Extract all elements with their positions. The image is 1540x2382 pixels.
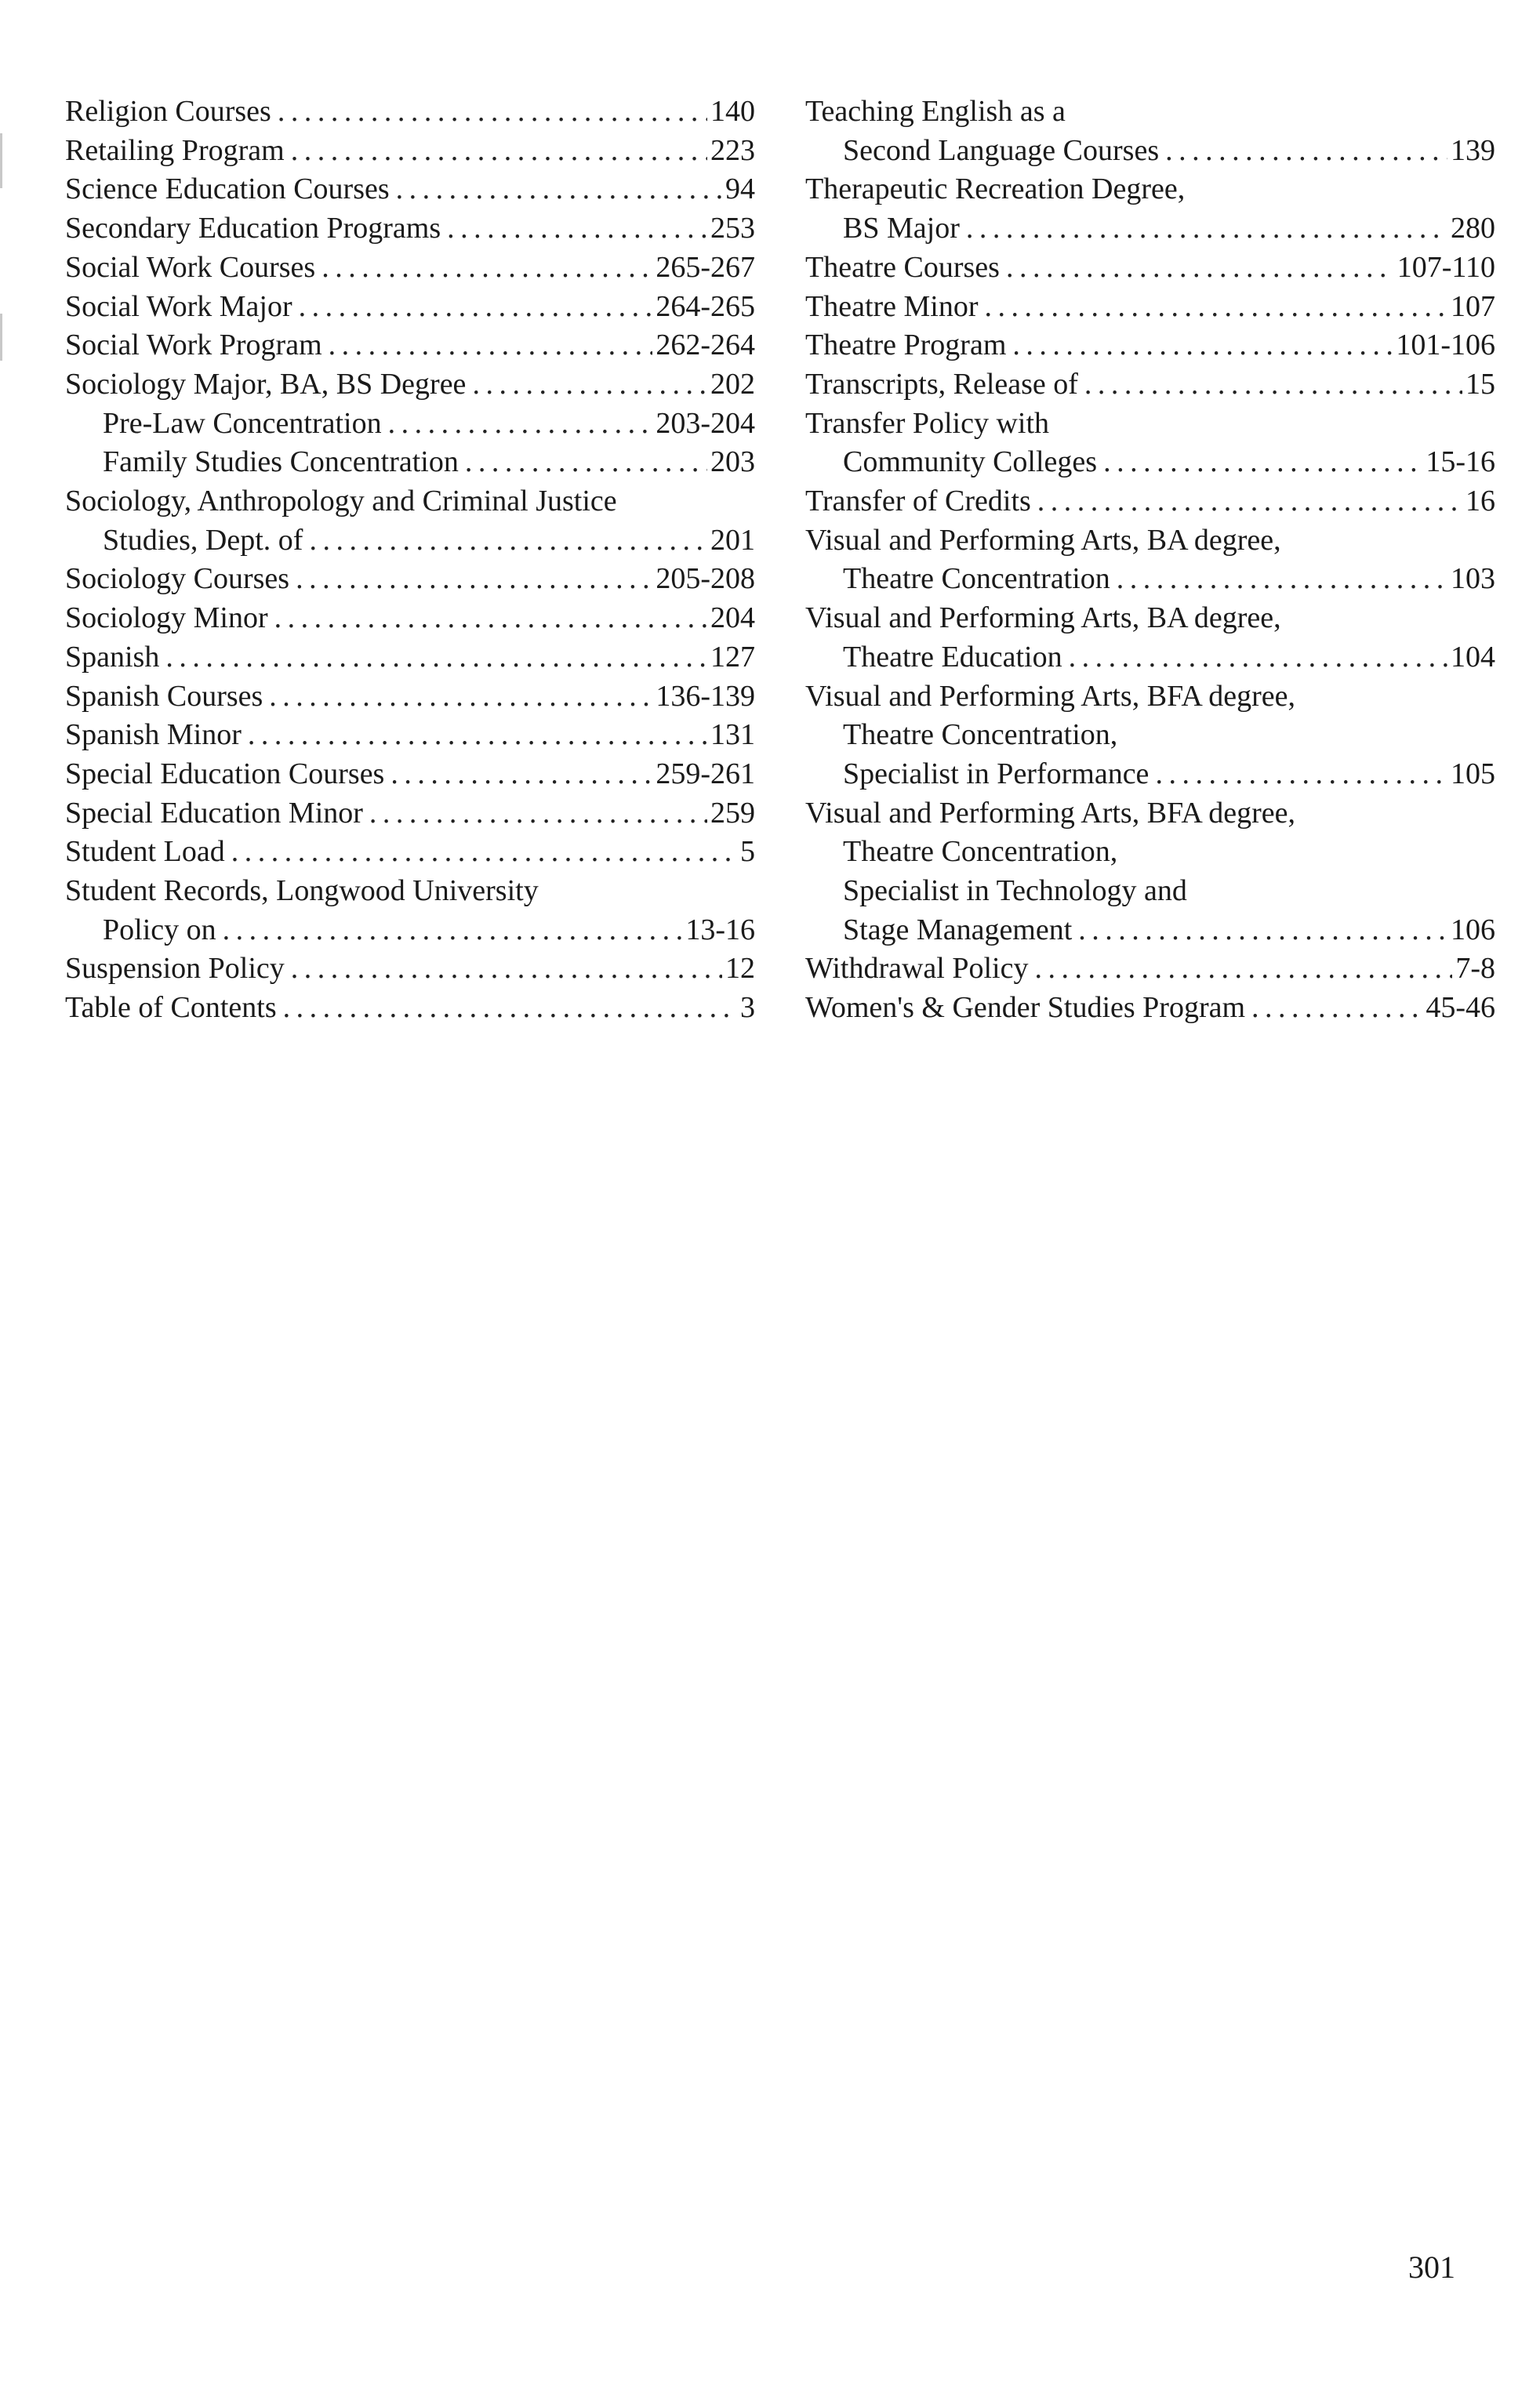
index-entry-pages: 203 bbox=[710, 445, 755, 479]
index-entry-pages: 264-265 bbox=[656, 289, 755, 323]
index-entry-pages: 15-16 bbox=[1426, 445, 1495, 479]
index-entry bbox=[805, 326, 1495, 365]
dot-leader bbox=[966, 209, 1447, 249]
index-entry-pages: 7-8 bbox=[1455, 952, 1495, 986]
index-heading-line: Visual and Performing Arts, BA degree, bbox=[805, 601, 1281, 635]
index-entry-pages: 105 bbox=[1451, 757, 1495, 790]
index-entry bbox=[65, 443, 755, 482]
index-entry bbox=[805, 950, 1495, 989]
index-entry bbox=[65, 755, 755, 794]
index-heading-line: Student Records, Longwood University bbox=[65, 874, 539, 908]
index-entry bbox=[65, 365, 755, 405]
index-entry bbox=[65, 326, 755, 365]
index-entry-label: Specialist in Performance bbox=[843, 757, 1150, 790]
index-entry-label: Social Work Major bbox=[65, 289, 292, 323]
dot-leader bbox=[1069, 638, 1447, 677]
index-entry bbox=[65, 132, 755, 171]
index-entry bbox=[65, 249, 755, 288]
page-number: 301 bbox=[1408, 2249, 1455, 2285]
index-entry bbox=[65, 170, 755, 209]
dot-leader bbox=[291, 132, 707, 171]
index-entry bbox=[65, 950, 755, 989]
index-entry-label: Special Education Minor bbox=[65, 796, 363, 830]
dot-leader bbox=[465, 443, 707, 482]
dot-leader bbox=[291, 950, 722, 989]
index-entry-pages: 202 bbox=[710, 367, 755, 401]
dot-leader bbox=[329, 326, 653, 365]
dot-leader bbox=[299, 288, 653, 327]
index-entry-pages: 45-46 bbox=[1426, 991, 1495, 1025]
index-entry-pages: 103 bbox=[1451, 562, 1495, 596]
index-entry-pages: 3 bbox=[740, 991, 755, 1025]
index-entry-label: Secondary Education Programs bbox=[65, 212, 441, 245]
index-entry-pages: 253 bbox=[710, 212, 755, 245]
index-entry bbox=[65, 794, 755, 833]
index-entry-label: Pre-Law Concentration bbox=[103, 406, 382, 440]
index-entry bbox=[65, 560, 755, 599]
dot-leader bbox=[296, 560, 652, 599]
index-column-right bbox=[805, 93, 1495, 1028]
index-heading-line: Therapeutic Recreation Degree, bbox=[805, 172, 1186, 206]
index-entry-pages: 5 bbox=[740, 835, 755, 869]
index-entry-label: Second Language Courses bbox=[843, 133, 1160, 167]
index-entry-label: Suspension Policy bbox=[65, 952, 285, 986]
index-entry-label: Theatre Minor bbox=[805, 289, 979, 323]
dot-leader bbox=[321, 249, 652, 288]
index-entry-pages: 101-106 bbox=[1396, 329, 1495, 362]
index-heading-line: Visual and Performing Arts, BA degree, bbox=[805, 523, 1281, 557]
index-entry-label: Studies, Dept. of bbox=[103, 523, 303, 557]
index-entry bbox=[65, 989, 755, 1028]
index-heading-line: Transfer Policy with bbox=[805, 406, 1050, 440]
index-entry bbox=[65, 638, 755, 677]
index-entry-pages: 262-264 bbox=[656, 329, 755, 362]
index-entry-pages: 265-267 bbox=[656, 250, 755, 284]
index-entry-label: Table of Contents bbox=[65, 991, 277, 1025]
index-column-left bbox=[65, 93, 755, 1028]
dot-leader bbox=[1165, 132, 1447, 171]
dot-leader bbox=[1034, 950, 1452, 989]
index-entry-label: Community Colleges bbox=[843, 445, 1098, 479]
index-entry-label: Spanish Minor bbox=[65, 718, 242, 752]
index-entry bbox=[65, 288, 755, 327]
index-entry bbox=[805, 638, 1495, 677]
index-entry-label: Social Work Courses bbox=[65, 250, 316, 284]
index-entry bbox=[805, 560, 1495, 599]
dot-leader bbox=[269, 677, 652, 717]
index-entry-pages: 106 bbox=[1451, 913, 1495, 946]
index-entry-pages: 104 bbox=[1451, 640, 1495, 674]
index-entry-label: Policy on bbox=[103, 913, 216, 946]
index-entry-label: Science Education Courses bbox=[65, 172, 390, 206]
index-heading-line: Theatre Concentration, bbox=[843, 835, 1118, 869]
index-entry-label: Women's & Gender Studies Program bbox=[805, 991, 1246, 1025]
dot-leader bbox=[248, 716, 707, 755]
dot-leader bbox=[1251, 989, 1422, 1028]
index-entry-label: BS Major bbox=[843, 212, 960, 245]
index-entry bbox=[65, 677, 755, 717]
index-entry bbox=[65, 405, 755, 444]
index-entry-pages: 107 bbox=[1451, 289, 1495, 323]
index-entry-pages: 139 bbox=[1451, 133, 1495, 167]
dot-leader bbox=[223, 911, 683, 950]
index-entry-pages: 140 bbox=[710, 95, 755, 128]
index-entry-label: Sociology Courses bbox=[65, 562, 290, 596]
index-entry-pages: 204 bbox=[710, 601, 755, 635]
index-entry bbox=[65, 833, 755, 872]
index-heading-line: Specialist in Technology and bbox=[843, 874, 1187, 908]
dot-leader bbox=[1155, 755, 1447, 794]
index-entry-pages: 107-110 bbox=[1397, 250, 1495, 284]
index-entry bbox=[65, 93, 755, 132]
index-entry bbox=[65, 209, 755, 249]
index-entry bbox=[805, 365, 1495, 405]
index-entry bbox=[805, 989, 1495, 1028]
dot-leader bbox=[231, 833, 737, 872]
index-entry-label: Theatre Education bbox=[843, 640, 1062, 674]
index-entry-pages: 12 bbox=[725, 952, 755, 986]
scan-edge-mark bbox=[0, 314, 2, 361]
index-entry-pages: 201 bbox=[710, 523, 755, 557]
index-entry-label: Family Studies Concentration bbox=[103, 445, 459, 479]
index-entry bbox=[805, 209, 1495, 249]
index-entry-label: Sociology Major, BA, BS Degree bbox=[65, 367, 467, 401]
dot-leader bbox=[278, 93, 707, 132]
index-entry-pages: 131 bbox=[710, 718, 755, 752]
index-heading-line: Teaching English as a bbox=[805, 95, 1066, 128]
index-entry-label: Theatre Courses bbox=[805, 250, 1000, 284]
dot-leader bbox=[309, 521, 707, 561]
index-entry-pages: 223 bbox=[710, 133, 755, 167]
index-entry-label: Special Education Courses bbox=[65, 757, 385, 790]
index-entry-label: Withdrawal Policy bbox=[805, 952, 1029, 986]
index-entry-label: Social Work Program bbox=[65, 329, 322, 362]
index-entry-pages: 136-139 bbox=[656, 679, 755, 713]
index-entry-label: Retailing Program bbox=[65, 133, 285, 167]
index-entry-label: Theatre Program bbox=[805, 329, 1007, 362]
index-entry-label: Stage Management bbox=[843, 913, 1073, 946]
index-entry bbox=[805, 443, 1495, 482]
index-entry-label: Transcripts, Release of bbox=[805, 367, 1078, 401]
index-entry-pages: 127 bbox=[710, 640, 755, 674]
index-entry bbox=[805, 288, 1495, 327]
index-entry bbox=[65, 911, 755, 950]
dot-leader bbox=[1117, 560, 1447, 599]
index-entry bbox=[805, 482, 1495, 521]
index-heading-line: Visual and Performing Arts, BFA degree, bbox=[805, 796, 1295, 830]
dot-leader bbox=[369, 794, 707, 833]
index-entry bbox=[805, 249, 1495, 288]
index-entry bbox=[65, 521, 755, 561]
index-entry-label: Transfer of Credits bbox=[805, 485, 1031, 518]
index-entry bbox=[805, 755, 1495, 794]
dot-leader bbox=[1103, 443, 1422, 482]
index-entry-label: Sociology Minor bbox=[65, 601, 268, 635]
dot-leader bbox=[283, 989, 737, 1028]
index-entry bbox=[805, 911, 1495, 950]
dot-leader bbox=[274, 599, 707, 638]
index-heading-line: Theatre Concentration, bbox=[843, 718, 1118, 752]
dot-leader bbox=[1012, 326, 1393, 365]
scan-edge-mark bbox=[0, 133, 2, 188]
index-entry-pages: 205-208 bbox=[656, 562, 755, 596]
index-entry-pages: 94 bbox=[725, 172, 755, 206]
index-entry bbox=[65, 716, 755, 755]
dot-leader bbox=[165, 638, 707, 677]
index-heading-line: Visual and Performing Arts, BFA degree, bbox=[805, 679, 1295, 713]
index-entry-label: Theatre Concentration bbox=[843, 562, 1110, 596]
dot-leader bbox=[985, 288, 1447, 327]
dot-leader bbox=[1084, 365, 1462, 405]
index-entry-pages: 259-261 bbox=[656, 757, 755, 790]
dot-leader bbox=[1006, 249, 1394, 288]
dot-leader bbox=[1078, 911, 1447, 950]
index-entry-label: Student Load bbox=[65, 835, 225, 869]
dot-leader bbox=[396, 170, 722, 209]
index-entry-label: Spanish bbox=[65, 640, 160, 674]
dot-leader bbox=[390, 755, 652, 794]
index-entry-label: Spanish Courses bbox=[65, 679, 263, 713]
index-entry bbox=[65, 599, 755, 638]
index-entry-pages: 15 bbox=[1466, 367, 1495, 401]
index-entry-pages: 13-16 bbox=[685, 913, 755, 946]
index-entry-pages: 16 bbox=[1466, 485, 1495, 518]
dot-leader bbox=[447, 209, 707, 249]
dot-leader bbox=[472, 365, 707, 405]
index-entry-label: Religion Courses bbox=[65, 95, 271, 128]
index-entry-pages: 280 bbox=[1451, 212, 1495, 245]
index-entry-pages: 203-204 bbox=[656, 406, 755, 440]
index-entry bbox=[805, 132, 1495, 171]
index-heading-line: Sociology, Anthropology and Criminal Justice bbox=[65, 485, 617, 518]
dot-leader bbox=[1037, 482, 1462, 521]
index-entry-pages: 259 bbox=[710, 796, 755, 830]
dot-leader bbox=[388, 405, 653, 444]
